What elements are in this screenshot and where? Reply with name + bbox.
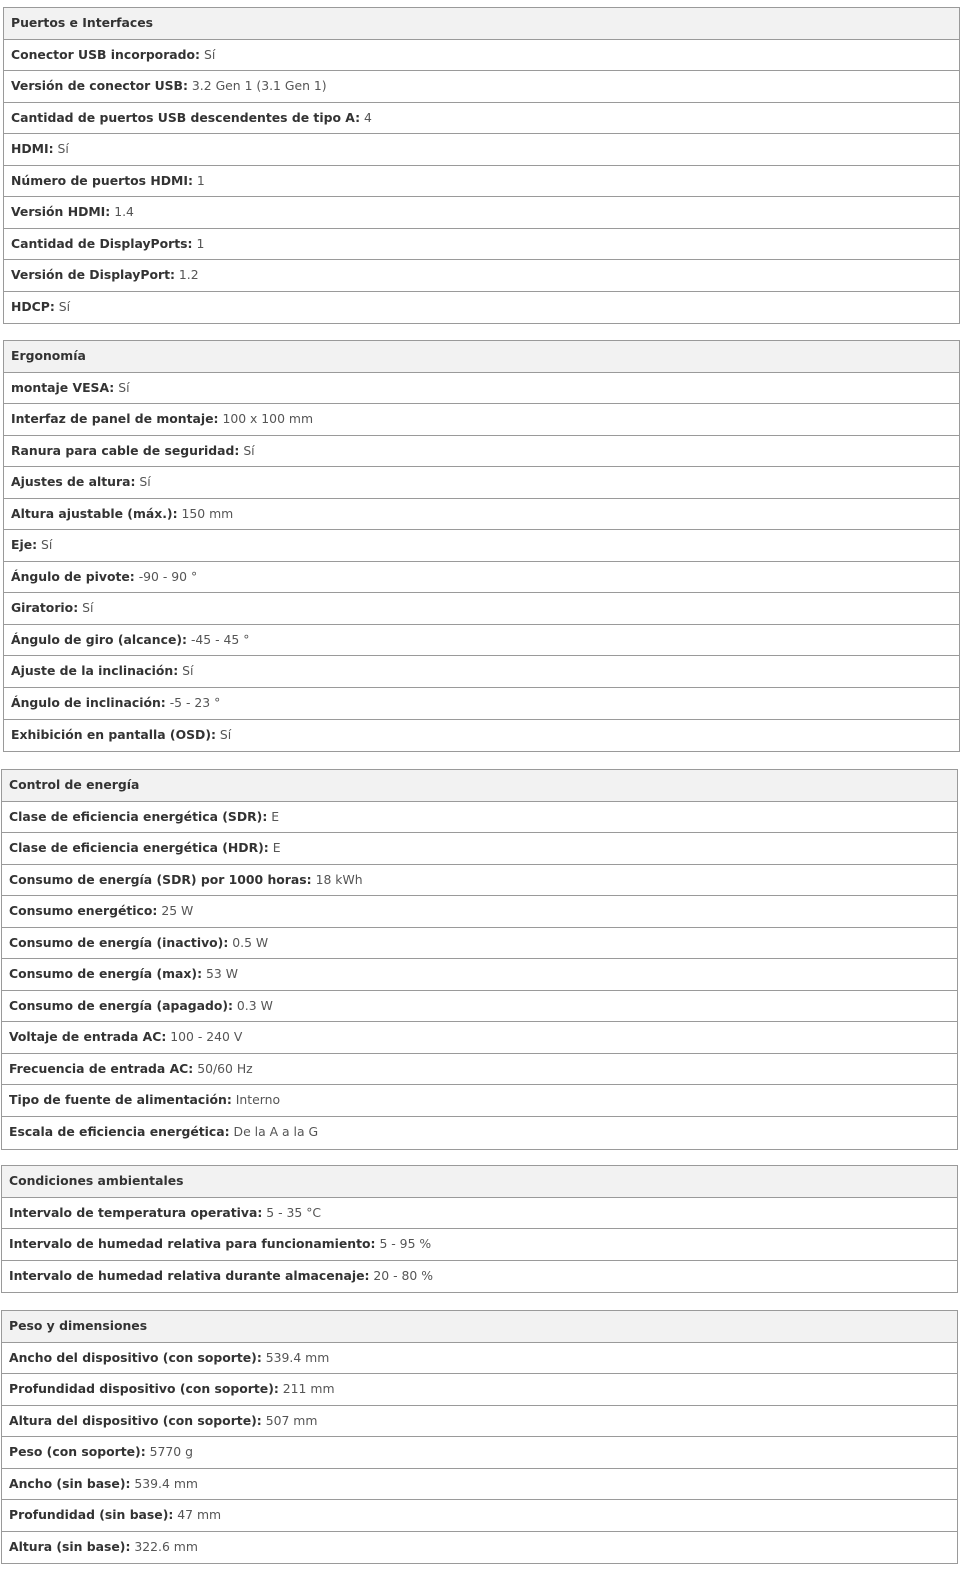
spec-row [4,467,959,499]
spec-label: Consumo energético: [9,903,158,919]
spec-label: Clase de eficiencia energética (HDR): [9,840,269,856]
spec-label: Eje: [11,537,38,553]
spec-value: Sí [139,474,151,490]
spec-table-puertos-interfaces [3,7,960,324]
spec-value: 53 W [205,966,238,982]
spec-value: 150 mm [181,505,234,521]
spec-row [4,134,959,166]
spec-row [2,1406,957,1438]
spec-label: Peso (con soporte): [9,1444,146,1460]
spec-value: 0.3 W [236,997,273,1013]
spec-label: Profundidad (sin base): [9,1507,174,1523]
spec-label: Ajustes de altura: [11,474,136,490]
spec-value: Interno [235,1092,281,1108]
spec-row [4,292,959,324]
spec-row [2,1532,957,1564]
spec-row [2,833,957,865]
spec-value: Sí [82,600,94,616]
spec-label: Clase de eficiencia energética (SDR): [9,808,268,824]
spec-label: Interfaz de panel de montaje: [11,411,219,427]
spec-label: HDMI: [11,141,54,157]
section-title: Condiciones ambientales [2,1166,957,1198]
spec-row [2,1469,957,1501]
spec-label: Ancho del dispositivo (con soporte): [9,1349,262,1365]
spec-label: Ángulo de inclinación: [11,695,166,711]
spec-row [4,436,959,468]
spec-label: Tipo de fuente de alimentación: [9,1092,232,1108]
spec-label: Conector USB incorporado: [11,46,201,62]
spec-row [4,530,959,562]
spec-row [2,1229,957,1261]
spec-label: Consumo de energía (max): [9,966,203,982]
spec-value: 1 [196,172,205,188]
spec-value: 539.4 mm [134,1475,198,1491]
spec-row [2,1374,957,1406]
spec-label: Ancho (sin base): [9,1475,131,1491]
spec-row [2,1261,957,1293]
spec-row [2,1343,957,1375]
spec-value: Sí [219,726,232,742]
spec-value: 1.2 [178,267,199,283]
spec-label: Frecuencia de entrada AC: [9,1060,194,1076]
spec-label: montaje VESA: [11,379,115,395]
spec-label: Exhibición en pantalla (OSD): [11,726,216,742]
spec-value: 47 mm [177,1507,222,1523]
spec-label: HDCP: [11,298,55,314]
spec-row [2,928,957,960]
spec-value: 3.2 Gen 1 (3.1 Gen 1) [191,78,327,94]
spec-label: Versión de DisplayPort: [11,267,175,283]
spec-label: Cantidad de puertos USB descendentes de tipo A: [11,109,361,125]
spec-table-control-energia [1,769,958,1150]
spec-value: 4 [364,109,372,125]
spec-row [2,1117,957,1149]
spec-label: Intervalo de humedad relativa para funcionamiento: [9,1236,376,1252]
spec-value: 18 kWh [315,871,363,887]
spec-label: Giratorio: [11,600,79,616]
spec-row [2,802,957,834]
spec-row [4,197,959,229]
spec-row [2,1022,957,1054]
section-title: Puertos e Interfaces [4,8,959,40]
spec-label: Intervalo de humedad relativa durante almacenaje: [9,1267,370,1283]
spec-row [2,1198,957,1230]
section-title: Ergonomía [4,341,959,373]
spec-row [4,229,959,261]
spec-value: Sí [118,379,130,395]
spec-row [4,373,959,405]
spec-value: 5770 g [149,1444,193,1460]
spec-value: 20 - 80 % [373,1267,433,1283]
spec-row [4,103,959,135]
section-title: Peso y dimensiones [2,1311,957,1343]
spec-table-condiciones-ambientales [1,1165,958,1293]
spec-row [4,40,959,72]
spec-value: Sí [243,442,255,458]
spec-label: Ángulo de giro (alcance): [11,631,187,647]
spec-label: Cantidad de DisplayPorts: [11,235,193,251]
spec-table-peso-dimensiones [1,1310,958,1564]
spec-value: E [272,840,281,856]
spec-row [2,1054,957,1086]
spec-label: Consumo de energía (inactivo): [9,934,229,950]
spec-row [2,1500,957,1532]
spec-row [4,499,959,531]
spec-row [2,991,957,1023]
spec-value: 100 - 240 V [170,1029,243,1045]
spec-table-ergonomia [3,340,960,752]
spec-value: 5 - 95 % [379,1236,432,1252]
spec-row [4,688,959,720]
spec-value: Sí [41,537,53,553]
spec-label: Consumo de energía (apagado): [9,997,233,1013]
spec-value: Sí [57,141,69,157]
spec-row [4,593,959,625]
spec-label: Altura (sin base): [9,1538,131,1554]
spec-value: 50/60 Hz [197,1060,253,1076]
spec-label: Altura del dispositivo (con soporte): [9,1412,262,1428]
spec-row [4,71,959,103]
spec-value: E [271,808,280,824]
spec-label: Número de puertos HDMI: [11,172,193,188]
spec-value: 100 x 100 mm [222,411,314,427]
spec-label: Escala de eficiencia energética: [9,1124,230,1140]
spec-value: Sí [182,663,194,679]
spec-label: Intervalo de temperatura operativa: [9,1204,263,1220]
spec-row [4,625,959,657]
spec-value: Sí [58,298,71,314]
spec-row [2,1085,957,1117]
spec-label: Consumo de energía (SDR) por 1000 horas: [9,871,312,887]
spec-value: 25 W [161,903,194,919]
spec-value: 1 [196,235,205,251]
spec-value: 0.5 W [232,934,269,950]
spec-label: Versión de conector USB: [11,78,188,94]
spec-row [4,260,959,292]
spec-label: Ranura para cable de seguridad: [11,442,240,458]
spec-value: -45 - 45 ° [190,631,250,647]
spec-row [2,1437,957,1469]
spec-row [4,404,959,436]
spec-value: 211 mm [282,1381,335,1397]
spec-row [4,166,959,198]
spec-value: -5 - 23 ° [169,695,221,711]
section-title: Control de energía [2,770,957,802]
spec-label: Ángulo de pivote: [11,568,135,584]
spec-label: Versión HDMI: [11,204,111,220]
spec-value: 1.4 [114,204,134,220]
spec-value: 507 mm [265,1412,318,1428]
spec-label: Altura ajustable (máx.): [11,505,178,521]
spec-row [2,896,957,928]
spec-value: 5 - 35 °C [266,1204,322,1220]
spec-row [2,959,957,991]
spec-value: Sí [203,46,216,62]
spec-row [4,562,959,594]
spec-value: -90 - 90 ° [138,568,198,584]
spec-row [4,656,959,688]
spec-label: Voltaje de entrada AC: [9,1029,167,1045]
spec-label: Ajuste de la inclinación: [11,663,179,679]
spec-row [4,720,959,752]
spec-value: De la A a la G [233,1124,319,1140]
spec-row [2,865,957,897]
spec-label: Profundidad dispositivo (con soporte): [9,1381,279,1397]
spec-value: 539.4 mm [265,1349,330,1365]
spec-value: 322.6 mm [134,1538,198,1554]
